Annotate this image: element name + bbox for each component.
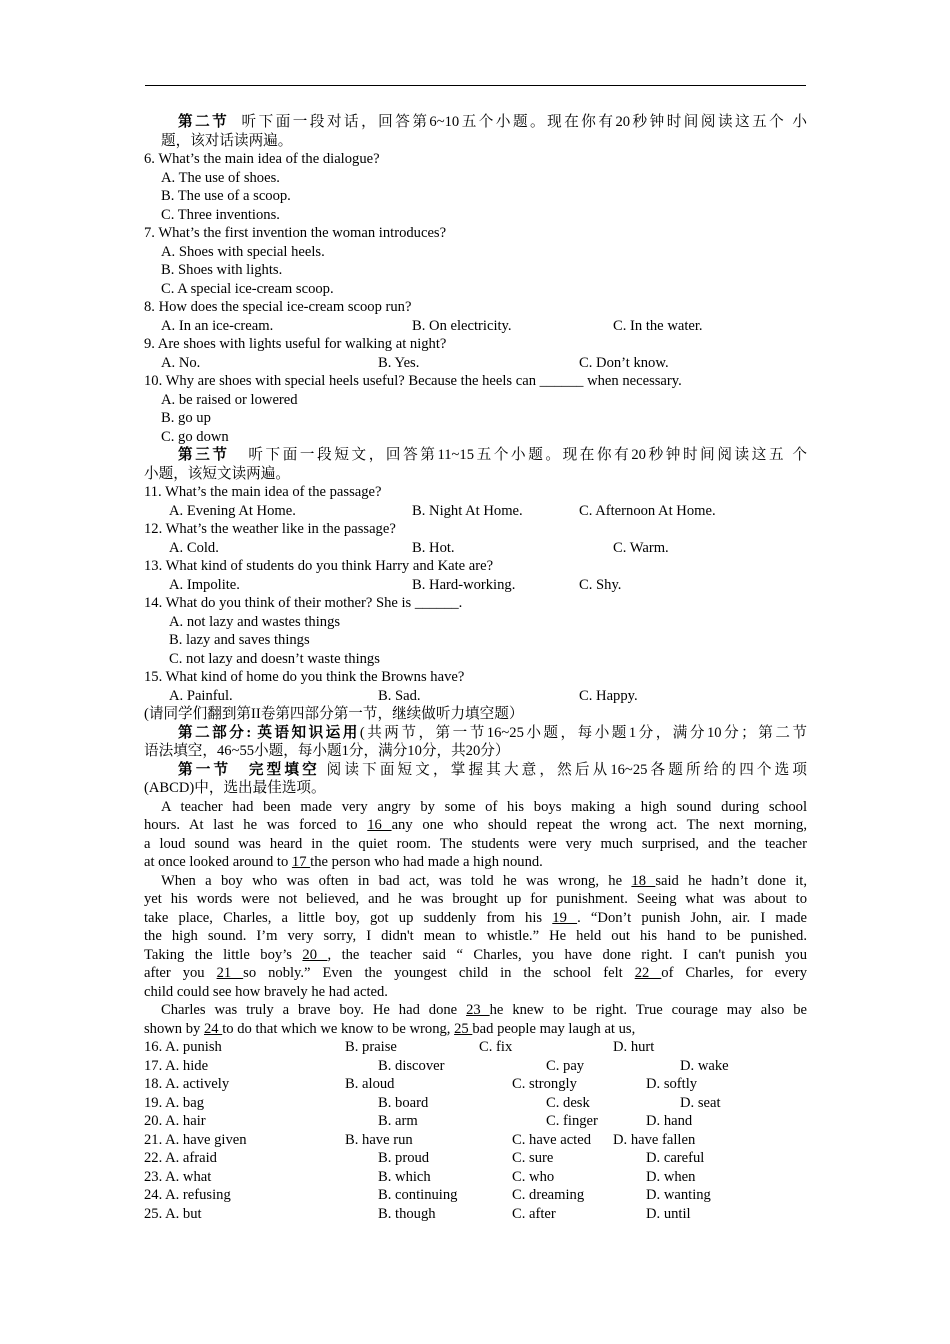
passage-line: A teacher had been made very angry by some of his boys making a high sound during school	[161, 798, 807, 815]
option-b: B. which	[378, 1168, 431, 1185]
q8-stem: 8. How does the special ice-cream scoop run?	[144, 299, 412, 315]
q12-option-a: A. Cold.	[169, 539, 219, 556]
part2-desc: (共两节，第一节16~25小题，每小题1分，满分10分；第二节	[359, 724, 807, 741]
option-b: B. proud	[378, 1150, 430, 1166]
option-a: 25. A. but	[144, 1205, 202, 1222]
option-d: D. until	[646, 1205, 691, 1222]
passage-line: after you 21 so nobly.” Even the youngest child in the school felt 22 of Charles, for every	[144, 965, 808, 981]
q13-stem: 13. What kind of students do you think Harry and Kate are?	[144, 558, 494, 574]
q12-option-b: B. Hot.	[412, 539, 455, 556]
q15-options	[144, 687, 807, 706]
turn-page-note: (请同学们翻到第II卷第四部分第一节，继续做听力填空题）	[144, 706, 524, 722]
option-row-21	[144, 1131, 807, 1150]
passage-line: When a boy who was often in bad act, was told he was wrong, he 18 said he hadn’t done it,	[161, 872, 807, 889]
option-a: 17. A. hide	[144, 1057, 209, 1074]
q13-option-a: A. Impolite.	[169, 576, 240, 593]
section3-intro-text: 听下面一段短文，回答第11~15五个小题。现在你有20秒钟时间阅读这五 个	[248, 447, 807, 463]
blank-22[interactable]: 22	[634, 965, 662, 981]
q11-option-b: B. Night At Home.	[412, 502, 523, 519]
q14-option-a: A. not lazy and wastes things	[169, 613, 341, 630]
option-row-22	[144, 1149, 807, 1168]
option-b: B. continuing	[378, 1187, 458, 1203]
option-b: B. have run	[345, 1131, 413, 1148]
option-a: 22. A. afraid	[144, 1150, 217, 1166]
section3-intro	[144, 446, 807, 465]
option-d: D. seat	[680, 1094, 721, 1111]
option-a: 16. A. punish	[144, 1039, 222, 1055]
q15-option-b: B. Sad.	[378, 687, 421, 704]
option-b: B. praise	[345, 1039, 397, 1055]
part2-desc-2: 语法填空，46~55小题，每小题1分，满分10分，共20分）	[144, 743, 510, 759]
option-row-23	[144, 1168, 807, 1187]
option-row-20	[144, 1112, 807, 1131]
blank-25[interactable]: 25	[454, 1020, 473, 1037]
option-row-17	[144, 1057, 807, 1076]
section2-heading: 第二节	[178, 114, 230, 130]
option-row-18	[144, 1075, 807, 1094]
cloze-passage	[144, 798, 807, 1039]
option-d: D. hurt	[613, 1039, 655, 1055]
blank-18[interactable]: 18	[631, 872, 656, 889]
passage-line: shown by 24 to do that which we know to be wrong, 25 bad people may laugh at us,	[144, 1020, 636, 1037]
q10-option-a: A. be raised or lowered	[161, 391, 298, 408]
option-b: B. board	[378, 1094, 429, 1111]
option-b: B. discover	[378, 1057, 445, 1074]
q15-option-c: C. Happy.	[579, 687, 638, 704]
q14-option-c: C. not lazy and doesn’t waste things	[169, 650, 380, 667]
q15-stem: 15. What kind of home do you think the Browns have?	[144, 669, 465, 685]
part2-intro	[144, 724, 807, 743]
option-b: B. aloud	[345, 1076, 395, 1092]
q8-option-c: C. In the water.	[613, 317, 703, 334]
q7-stem: 7. What’s the first invention the woman introduces?	[144, 225, 447, 241]
cloze-desc: 阅读下面短文，掌握其大意，然后从16~25各题所给的四个选项	[326, 761, 807, 778]
option-row-16	[144, 1038, 807, 1057]
blank-17[interactable]: 17	[291, 854, 311, 870]
option-c: C. sure	[512, 1150, 554, 1166]
blank-23[interactable]: 23	[466, 1002, 490, 1018]
option-d: D. when	[646, 1168, 696, 1185]
q11-option-a: A. Evening At Home.	[169, 502, 296, 519]
section2-intro-2: 题，该对话读两遍。	[161, 132, 293, 149]
q9-option-a: A. No.	[161, 354, 201, 371]
option-d: D. wanting	[646, 1187, 711, 1203]
exam-page	[144, 113, 807, 1223]
q14-option-b: B. lazy and saves things	[169, 632, 310, 648]
option-c: C. who	[512, 1168, 555, 1185]
option-c: C. after	[512, 1205, 556, 1222]
passage-line: Charles was truly a brave boy. He had done 23 he knew to be right. True courage may also be	[161, 1002, 808, 1018]
option-row-25	[144, 1205, 807, 1224]
blank-16[interactable]: 16	[367, 817, 392, 833]
option-a: 20. A. hair	[144, 1113, 206, 1129]
option-c: C. pay	[546, 1057, 585, 1074]
q14-stem: 14. What do you think of their mother? She is ______.	[144, 595, 463, 611]
option-a: 18. A. actively	[144, 1076, 230, 1092]
blank-20[interactable]: 20	[302, 946, 328, 963]
q13-option-c: C. Shy.	[579, 576, 622, 593]
section3-heading: 第三节	[178, 447, 230, 463]
section2-intro	[144, 113, 807, 132]
section2-intro-text: 听下面一段对话，回答第6~10五个小题。现在你有20秒钟时间阅读这五个 小	[241, 114, 807, 130]
q9-option-b: B. Yes.	[378, 354, 420, 371]
q11-options	[144, 502, 807, 521]
q7-option-a: A. Shoes with special heels.	[161, 243, 325, 260]
q11-option-c: C. Afternoon At Home.	[579, 502, 716, 519]
q9-stem: 9. Are shoes with lights useful for walking at night?	[144, 336, 447, 352]
q6-option-b: B. The use of a scoop.	[161, 188, 291, 204]
q10-stem: 10. Why are shoes with special heels useful? Because the heels can ______ when necessary.	[144, 373, 682, 389]
option-d: D. softly	[646, 1076, 698, 1092]
q9-options	[144, 354, 807, 373]
option-b: B. arm	[378, 1113, 418, 1129]
blank-24[interactable]: 24	[204, 1020, 223, 1037]
q7-option-b: B. Shoes with lights.	[161, 262, 283, 278]
passage-line: child could see how bravely he had acted.	[144, 983, 388, 1000]
blank-19[interactable]: 19	[552, 909, 578, 926]
option-a: 21. A. have given	[144, 1131, 247, 1148]
option-b: B. though	[378, 1205, 436, 1222]
option-c: C. dreaming	[512, 1187, 585, 1203]
q6-option-c: C. Three inventions.	[161, 206, 280, 223]
q10-option-c: C. go down	[161, 428, 229, 445]
option-c: C. fix	[479, 1039, 513, 1055]
q11-stem: 11. What’s the main idea of the passage?	[144, 484, 382, 500]
q6-stem: 6. What’s the main idea of the dialogue?	[144, 151, 380, 167]
option-a: 19. A. bag	[144, 1094, 204, 1111]
q8-option-b: B. On electricity.	[412, 317, 512, 334]
option-d: D. wake	[680, 1057, 729, 1074]
q12-option-c: C. Warm.	[613, 539, 669, 556]
option-row-24	[144, 1186, 807, 1205]
q12-stem: 12. What’s the weather like in the passage?	[144, 521, 396, 537]
q8-option-a: A. In an ice-cream.	[161, 317, 274, 334]
q12-options	[144, 539, 807, 558]
blank-21[interactable]: 21	[216, 965, 244, 981]
option-d: D. careful	[646, 1150, 705, 1166]
option-a: 24. A. refusing	[144, 1187, 231, 1203]
cloze-intro	[144, 761, 807, 780]
cloze-desc-2: (ABCD)中，选出最佳选项。	[144, 780, 326, 796]
passage-line: Taking the little boy’s 20 , the teacher said “ Charles, you have done right. I can't punish you	[144, 946, 807, 963]
q8-options	[144, 317, 807, 336]
passage-line: a loud sound was heard in the quiet room. The students were very much surprised, and the teacher	[144, 835, 807, 852]
q15-option-a: A. Painful.	[169, 687, 233, 704]
option-c: C. strongly	[512, 1076, 577, 1092]
part2-heading: 第二部分: 英语知识运用	[178, 724, 360, 741]
option-a: 23. A. what	[144, 1168, 212, 1185]
passage-line: at once looked around to 17 the person who had made a high nound.	[144, 854, 543, 870]
option-d: D. have fallen	[613, 1131, 696, 1148]
section3-intro-2: 小题，该短文读两遍。	[144, 465, 290, 482]
q13-option-b: B. Hard-working.	[412, 576, 516, 593]
passage-line: take place, Charles, a little boy, got up suddenly from his 19 . “Don’t punish John, air. I made	[144, 909, 807, 926]
q13-options	[144, 576, 807, 595]
option-c: C. desk	[546, 1094, 590, 1111]
q7-option-c: C. A special ice-cream scoop.	[161, 280, 334, 297]
passage-line: yet his words were not believed, and he was brought up for punishment. Seeing what was about to	[144, 891, 807, 907]
header-rule	[145, 85, 806, 86]
cloze-heading: 第一节 完型填空	[178, 761, 320, 778]
option-c: C. finger	[546, 1113, 598, 1129]
option-c: C. have acted	[512, 1131, 592, 1148]
q10-option-b: B. go up	[161, 410, 211, 426]
cloze-options	[144, 1038, 807, 1223]
q9-option-c: C. Don’t know.	[579, 354, 669, 371]
option-row-19	[144, 1094, 807, 1113]
passage-line: the high sound. I’m very sorry, I didn't mean to whistle.” He held out his hand to be punished.	[144, 928, 807, 944]
q6-option-a: A. The use of shoes.	[161, 169, 280, 186]
passage-line: hours. At last he was forced to 16 any one who should repeat the wrong act. The next morning,	[144, 817, 807, 833]
option-d: D. hand	[646, 1113, 693, 1129]
